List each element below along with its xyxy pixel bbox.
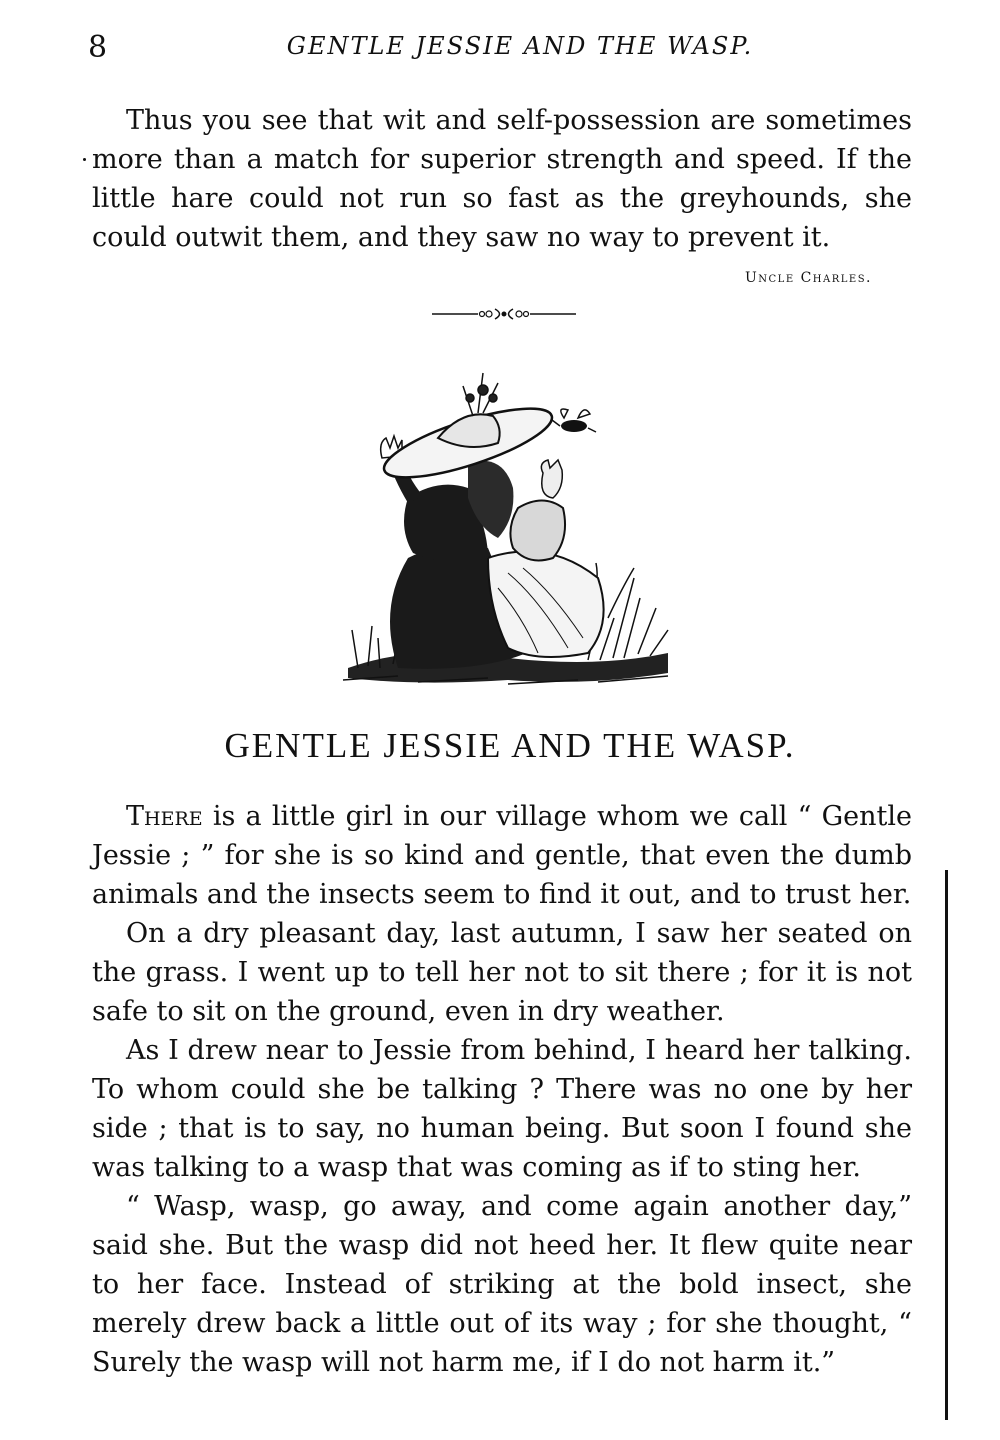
page-number: 8	[88, 30, 108, 65]
story-paragraph-2: On a dry pleasant day, last autumn, I saw her seated on the grass. I went up to tell her not to sit there ; for it is not safe to sit on the ground, even in dry weather.	[92, 918, 912, 1027]
intro-paragraph: Thus you see that wit and self-possession are sometimes more than a match for superior strength and speed. If the little hare could not run so fast as the greyhounds, she could outwit them, and they saw no way to prevent it.	[92, 105, 912, 253]
signature: Uncle Charles.	[744, 270, 872, 286]
margin-rule	[945, 870, 948, 1420]
intro-text	[92, 101, 912, 257]
story-paragraph-1	[92, 797, 912, 914]
story-text	[92, 797, 912, 1382]
wasp-icon	[552, 409, 596, 432]
story-paragraph-4: “ Wasp, wasp, go away, and come again another day,” said she. But the wasp did not heed her. It flew quite near to her face. Instead of striking at the bold insect, she merely drew back a little out of its way ; for she thought, “ Surely the wasp will not harm me, if I do not harm it.”	[92, 1191, 912, 1378]
story-paragraph-1-text: is a little girl in our village whom we call “ Gentle Jessie ; ” for she is so kind and gentle, that even the dumb animals and the insects seem to find it out, and to trust her.	[92, 801, 912, 910]
girl-with-wasp-illustration	[338, 368, 678, 688]
stray-ink-mark	[83, 158, 86, 161]
drop-lead-word: There	[126, 801, 203, 832]
running-head: GENTLE JESSIE AND THE WASP.	[286, 32, 754, 60]
ornament-divider-icon	[432, 306, 576, 322]
story-title: GENTLE JESSIE AND THE WASP.	[224, 726, 796, 765]
story-paragraph-3: As I drew near to Jessie from behind, I heard her talking. To whom could she be talking ? There was no one by her side ; that is to say, no human being. But soon I found she was talking to a wasp that was coming as if to sting her.	[92, 1035, 912, 1183]
